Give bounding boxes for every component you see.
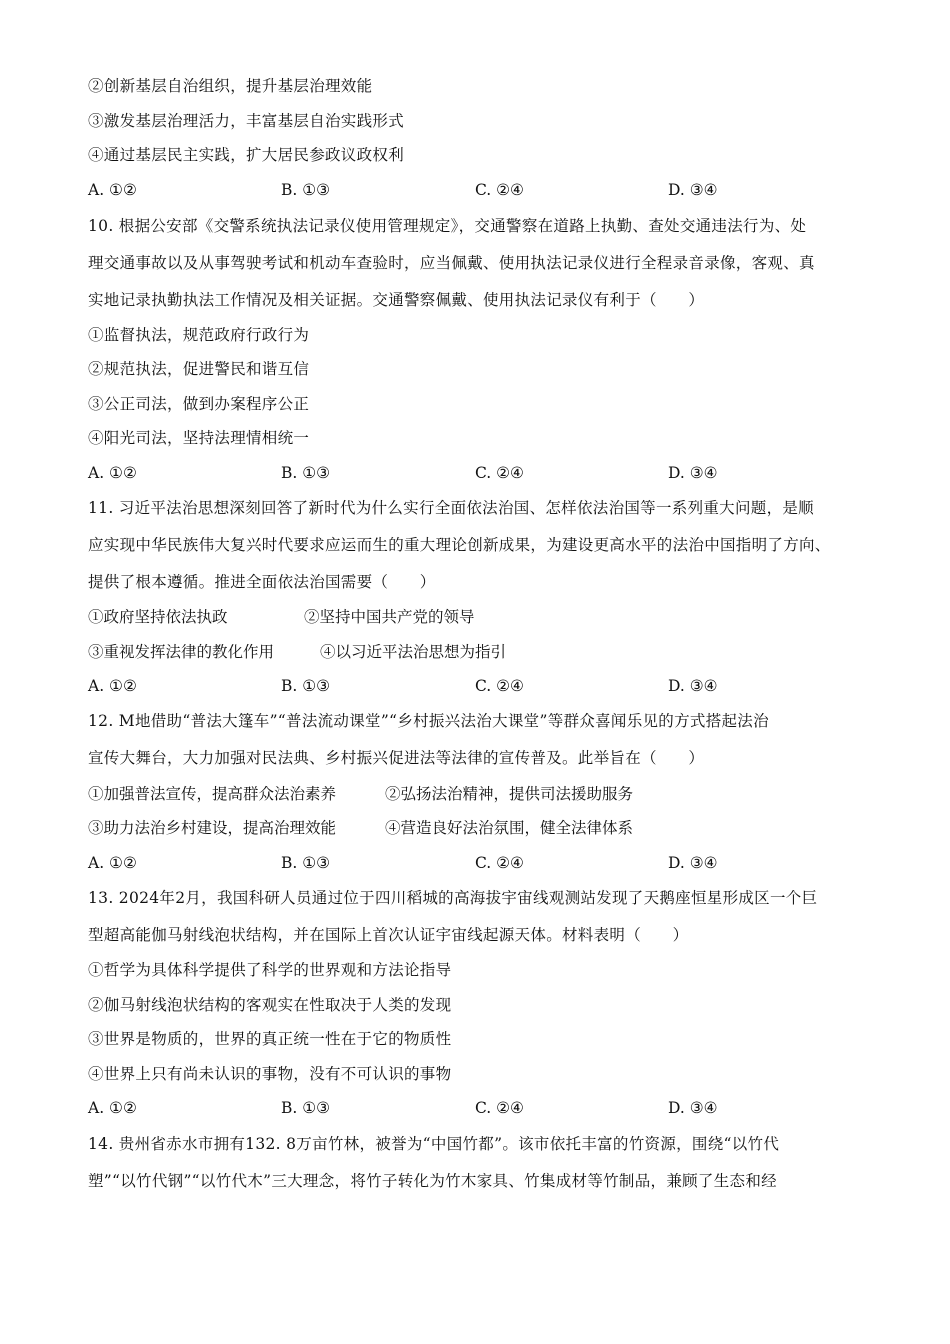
q14-stem-line-1: 14. 贵州省赤水市拥有132. 8万亩竹林，被誉为“中国竹都”。该市依托丰富的竹资源，围绕“以竹代 [88,1135,780,1153]
q9-item-4: ④通过基层民主实践，扩大居民参政议政权利 [88,146,405,164]
q11-items-row-2 [88,642,848,662]
q13-option-b[interactable]: B. ①③ [281,1099,331,1117]
q9-option-d[interactable]: D. ③④ [668,181,718,199]
q13-item-1: ①哲学为具体科学提供了科学的世界观和方法论指导 [88,961,452,979]
q12-option-c[interactable]: C. ②④ [475,854,524,872]
q12-item-4: ④营造良好法治氛围，健全法律体系 [385,819,634,837]
q11-stem-line-2: 应实现中华民族伟大复兴时代要求应运而生的重大理论创新成果，为建设更高水平的法治中国指明了方向、 [88,536,831,554]
q14-stem-line-2: 塑”“以竹代钢”“以竹代木”三大理念，将竹子转化为竹木家具、竹集成材等竹制品，兼顾了生态和经 [88,1172,777,1190]
q13-stem-line-2: 型超高能伽马射线泡状结构，并在国际上首次认证宇宙线起源天体。材料表明（ ） [88,926,689,944]
q10-stem-line-1: 10. 根据公安部《交警系统执法记录仪使用管理规定》，交通警察在道路上执勤、查处交通违法行为、处 [88,217,807,235]
q12-items-row-1 [88,784,848,804]
q12-item-3: ③助力法治乡村建设，提高治理效能 [88,819,337,837]
q12-option-d[interactable]: D. ③④ [668,854,718,872]
q10-stem-line-3: 实地记录执勤执法工作情况及相关证据。交通警察佩戴、使用执法记录仪有利于（ ） [88,291,705,309]
q12-stem-line-2: 宣传大舞台，大力加强对民法典、乡村振兴促进法等法律的宣传普及。此举旨在（ ） [88,749,705,767]
q12-options [88,853,848,873]
q11-stem-line-3: 提供了根本遵循。推进全面依法治国需要（ ） [88,573,436,591]
q10-item-2: ②规范执法，促进警民和谐互信 [88,360,310,378]
q9-item-3: ③激发基层治理活力，丰富基层自治实践形式 [88,112,405,130]
q12-item-1: ①加强普法宣传，提高群众法治素养 [88,785,337,803]
q12-option-b[interactable]: B. ①③ [281,854,331,872]
q11-items-row-1 [88,607,848,627]
q9-item-2: ②创新基层自治组织，提升基层治理效能 [88,77,373,95]
q10-option-c[interactable]: C. ②④ [475,464,524,482]
q10-item-1: ①监督执法，规范政府行政行为 [88,326,310,344]
q11-item-4: ④以习近平法治思想为指引 [320,643,507,661]
q12-items-row-2 [88,818,848,838]
q9-option-a[interactable]: A. ①② [88,181,137,199]
q11-option-c[interactable]: C. ②④ [475,677,524,695]
q12-item-2: ②弘扬法治精神，提供司法援助服务 [385,785,634,803]
q11-option-a[interactable]: A. ①② [88,677,137,695]
q10-item-4: ④阳光司法，坚持法理情相统一 [88,429,310,447]
q13-item-3: ③世界是物质的，世界的真正统一性在于它的物质性 [88,1030,452,1048]
q10-stem-line-2: 理交通事故以及从事驾驶考试和机动车查验时，应当佩戴、使用执法记录仪进行全程录音录像，客观、真 [88,254,815,272]
q11-option-b[interactable]: B. ①③ [281,677,331,695]
q11-item-2: ②坚持中国共产党的领导 [304,608,475,626]
q9-option-b[interactable]: B. ①③ [281,181,331,199]
q13-item-2: ②伽马射线泡状结构的客观实在性取决于人类的发现 [88,996,452,1014]
q13-stem-line-1: 13. 2024年2月，我国科研人员通过位于四川稻城的高海拔宇宙线观测站发现了天鹅座恒星形成区一个巨 [88,889,818,907]
q12-stem-line-1: 12. M地借助“普法大篷车”“普法流动课堂”“乡村振兴法治大课堂”等群众喜闻乐见的方式搭起法治 [88,712,769,730]
q13-option-d[interactable]: D. ③④ [668,1099,718,1117]
q9-options [88,180,848,200]
q13-option-c[interactable]: C. ②④ [475,1099,524,1117]
q10-option-a[interactable]: A. ①② [88,464,137,482]
q10-options [88,463,848,483]
q13-option-a[interactable]: A. ①② [88,1099,137,1117]
q9-option-c[interactable]: C. ②④ [475,181,524,199]
q13-item-4: ④世界上只有尚未认识的事物，没有不可认识的事物 [88,1065,452,1083]
q11-item-3: ③重视发挥法律的教化作用 [88,643,275,661]
q12-option-a[interactable]: A. ①② [88,854,137,872]
q10-option-b[interactable]: B. ①③ [281,464,331,482]
q11-stem-line-1: 11. 习近平法治思想深刻回答了新时代为什么实行全面依法治国、怎样依法治国等一系列重大问题，是顺 [88,499,814,517]
q13-options [88,1098,848,1118]
q10-option-d[interactable]: D. ③④ [668,464,718,482]
q10-item-3: ③公正司法，做到办案程序公正 [88,395,310,413]
q11-item-1: ①政府坚持依法执政 [88,608,228,626]
q11-option-d[interactable]: D. ③④ [668,677,718,695]
q11-options [88,676,848,696]
